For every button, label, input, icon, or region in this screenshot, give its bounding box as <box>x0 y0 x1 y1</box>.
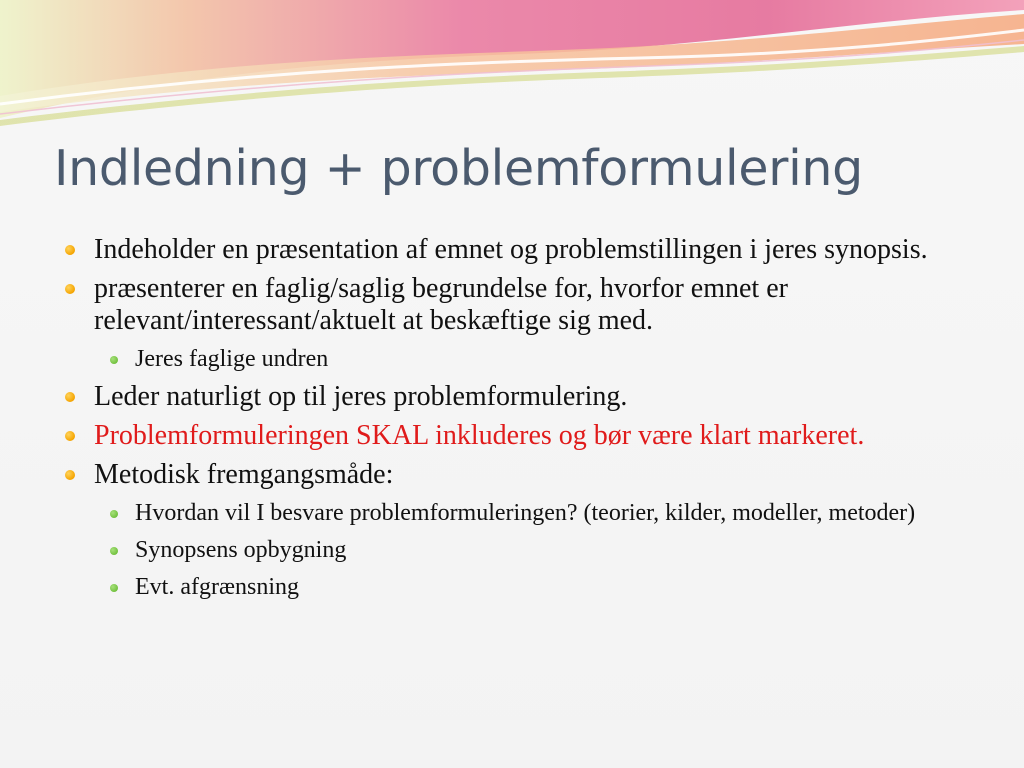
bullet-text: Problemformuleringen SKAL inkluderes og bør være klart markeret. <box>94 420 865 451</box>
bullet-item <box>58 459 978 491</box>
sub-bullet-text: Hvordan vil I besvare problemformuleringen? (teorier, kilder, modeller, metoder) <box>135 500 916 526</box>
orange-bullet-icon <box>65 470 75 480</box>
sub-bullet-text: Synopsens opbygning <box>135 537 347 563</box>
content-list <box>58 234 978 609</box>
decorative-swoosh-banner <box>0 0 1024 130</box>
green-bullet-icon <box>110 510 118 518</box>
sub-bullet-item <box>58 572 978 602</box>
green-bullet-icon <box>110 547 118 555</box>
bullet-item <box>58 273 978 337</box>
bullet-text: Leder naturligt op til jeres problemformulering. <box>94 381 628 412</box>
sub-bullet-item <box>58 344 978 374</box>
orange-bullet-icon <box>65 245 75 255</box>
sub-bullet-text: Jeres faglige undren <box>135 346 329 372</box>
green-bullet-icon <box>110 584 118 592</box>
bullet-item <box>58 234 978 266</box>
bullet-item <box>58 381 978 413</box>
orange-bullet-icon <box>65 392 75 402</box>
sub-bullet-item <box>58 498 978 528</box>
sub-bullet-item <box>58 535 978 565</box>
orange-bullet-icon <box>65 431 75 441</box>
slide-title: Indledning + problemformulering <box>54 140 863 197</box>
bullet-item-emphasized <box>58 420 978 452</box>
bullet-text: Indeholder en præsentation af emnet og problemstillingen i jeres synopsis. <box>94 234 928 265</box>
sub-bullet-text: Evt. afgrænsning <box>135 574 299 600</box>
bullet-text: Metodisk fremgangsmåde: <box>94 459 394 490</box>
bullet-text: præsenterer en faglig/saglig begrundelse for, hvorfor emnet er relevant/interessant/aktuelt at beskæftige sig med. <box>94 273 788 336</box>
green-bullet-icon <box>110 356 118 364</box>
orange-bullet-icon <box>65 284 75 294</box>
